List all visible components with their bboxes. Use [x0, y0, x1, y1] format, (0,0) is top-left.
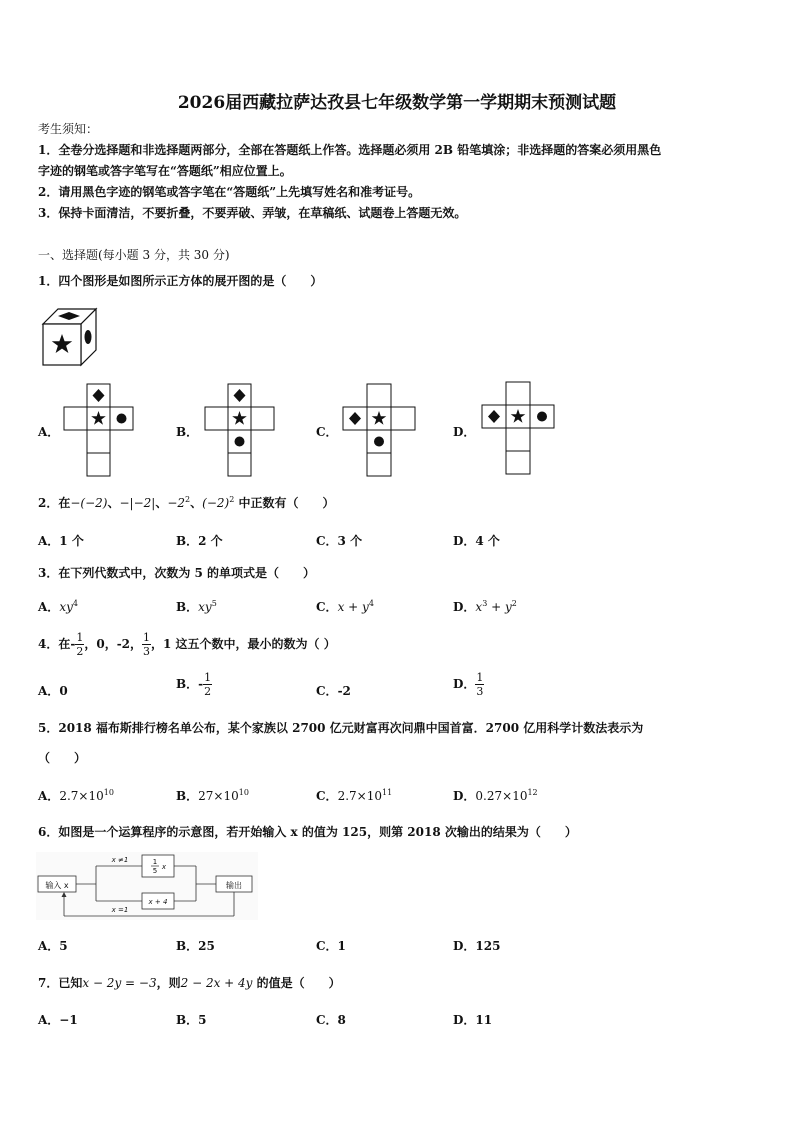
net-option-b: [205, 383, 275, 478]
q7-option-c: C．8: [316, 1013, 346, 1027]
circle-icon: [374, 437, 384, 447]
flowchart: [36, 852, 258, 920]
circle-icon: [85, 330, 92, 344]
q2-option-c: C．3 个: [316, 534, 363, 548]
flow-input-label: 输入 x: [45, 881, 69, 890]
circle-icon: [117, 414, 127, 424]
notice-line-3: 2．请用黑色字迹的钢笔或答字笔在“答题纸”上先填写姓名和准考证号。: [38, 185, 421, 199]
q6-option-c: C．1: [316, 939, 346, 953]
net-option-d: [482, 382, 554, 477]
fraction: $\frac{1}{2}$: [76, 631, 84, 658]
flow-op-top-num: 1: [152, 858, 158, 866]
fraction: $\frac{1}{3}$: [143, 631, 151, 658]
flow-cond-bottom: x =1: [111, 906, 129, 914]
q6-option-a: A．5: [38, 939, 68, 953]
q6-option-b: B．25: [176, 939, 215, 953]
page-title: 2026届西藏拉萨达孜县七年级数学第一学期期末预测试题: [177, 93, 617, 113]
question-1-stem: 1．四个图形是如图所示正方体的展开图的是（ ）: [38, 274, 323, 288]
flow-output-label: 输出: [226, 881, 242, 890]
q7-option-d: D．11: [453, 1013, 493, 1027]
question-3-stem: 3．在下列代数式中，次数为 5 的单项式是（ ）: [38, 566, 316, 580]
net-option-a: [64, 383, 134, 478]
notice-line-2: 字迹的钢笔或答字笔写在“答题纸”相应位置上。: [38, 164, 292, 178]
flow-op-top-var: x: [161, 863, 167, 871]
q4-option-b: B．- $\frac{1}{2}$: [176, 671, 212, 698]
notice-line-1: 1．全卷分选择题和非选择题两部分，全部在答题纸上作答。选择题必须用 2B 铅笔填涂；非选择题的答案必须用黑色: [38, 143, 662, 157]
section-heading: 一、选择题(每小题 3 分，共 30 分): [38, 248, 230, 262]
fraction: $\frac{1}{3}$: [476, 671, 484, 698]
question-6-stem: 6．如图是一个运算程序的示意图，若开始输入 x 的值为 125，则第 2018 次输出的结果为（ ）: [38, 825, 577, 839]
question-5-stem: 5．2018 福布斯排行榜名单公布，某个家族以 2700 亿元财富再次问鼎中国首富．2700 亿用科学计数法表示为: [38, 721, 644, 735]
q1-option-c-label: C．: [316, 425, 338, 439]
q5-option-b: B．$27\times 10^{10}$: [176, 788, 249, 803]
q5-option-c: C．$2.7\times 10^{11}$: [316, 788, 393, 803]
q7-option-a: A．−1: [38, 1013, 78, 1027]
question-2-stem: 2．在−(−2)、−|−2|、$-2^2$、$(-2)^2$ 中正数有（ ）: [38, 495, 335, 510]
q3-option-b: B．$xy^5$: [176, 599, 217, 614]
flow-op-bottom: x + 4: [148, 898, 168, 906]
q5-option-d: D．$0.27\times 10^{12}$: [453, 788, 538, 803]
q2-option-d: D．4 个: [453, 534, 500, 548]
q5-option-a: A．$2.7\times 10^{10}$: [38, 788, 114, 803]
q3-option-c: C．$x + y^4$: [316, 599, 374, 614]
question-4-stem: 4．在- $\frac{1}{2}$ ，0，-2， $\frac{1}{3}$ ，1 这五个数中，最小的数为（ ）: [38, 631, 336, 658]
q2-option-b: B．2 个: [176, 534, 223, 548]
q2-option-a: A．1 个: [38, 534, 84, 548]
q4-option-d: D． $\frac{1}{3}$: [453, 671, 484, 698]
notice-heading: 考生须知：: [38, 122, 99, 136]
notice-line-4: 3．保持卡面清洁，不要折叠，不要弄破、弄皱，在草稿纸、试题卷上答题无效。: [38, 206, 467, 220]
cube-figure: [40, 306, 100, 366]
q6-option-d: D．125: [453, 939, 501, 953]
q7-option-b: B．5: [176, 1013, 207, 1027]
question-5-blank: （ ）: [38, 751, 87, 765]
circle-icon: [537, 412, 547, 422]
flow-op-top-den: 5: [152, 867, 158, 875]
q1-option-b-label: B．: [176, 425, 199, 439]
q1-option-d-label: D．: [453, 425, 476, 439]
net-option-c: [343, 383, 415, 478]
flow-cond-top: x ≠1: [111, 856, 129, 864]
q4-option-a: A．0: [38, 684, 68, 698]
q3-option-d: D．$x^3 + y^2$: [453, 599, 517, 614]
q3-option-a: A．$xy^4$: [38, 599, 78, 614]
fraction: $\frac{1}{2}$: [204, 671, 212, 698]
q4-option-c: C．-2: [316, 684, 351, 698]
question-7-stem: 7．已知x − 2y = −3，则2 − 2x + 4y 的值是（ ）: [38, 976, 341, 990]
q1-option-a-label: A．: [38, 425, 60, 439]
circle-icon: [235, 437, 245, 447]
